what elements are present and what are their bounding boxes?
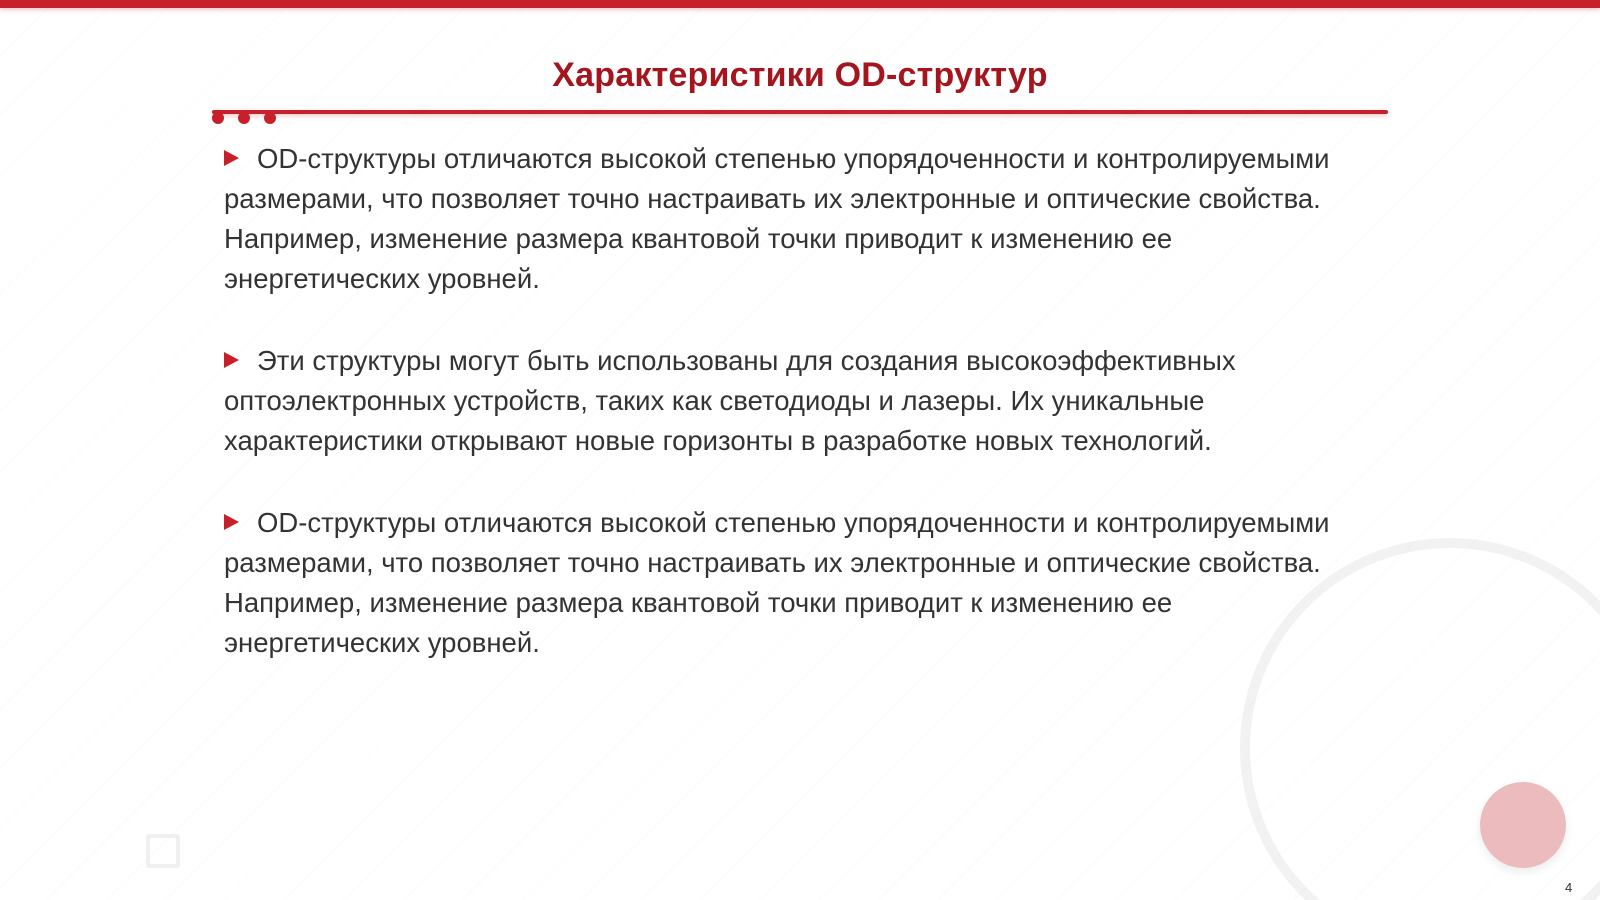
bullet-list <box>224 139 1374 705</box>
bullet-item <box>224 139 1374 299</box>
slide-title: Характеристики OD-структур <box>552 56 1048 94</box>
title-underline <box>212 110 1388 114</box>
bullet-text: Эти структуры могут быть использованы для создания высокоэффективных оптоэлектронных устройств, таких как светодиоды и лазеры. Их уникальные характеристики открывают новые горизонты в разработке новых технологий. <box>224 345 1236 456</box>
decor-dot <box>212 112 224 124</box>
top-accent-bar <box>0 0 1600 8</box>
bullet-item <box>224 503 1374 663</box>
page-number: 4 <box>1565 880 1573 895</box>
triangle-right-icon <box>224 150 239 166</box>
bullet-item <box>224 341 1374 461</box>
decor-pink-circle <box>1480 782 1566 868</box>
bullet-text: OD-структуры отличаются высокой степенью упорядоченности и контролируемыми размерами, что позволяет точно настраивать их электронные и оптические свойства. Например, изменение размера квантовой точки приводит к изменению ее энергетических уровней. <box>224 143 1330 294</box>
triangle-right-icon <box>224 514 239 530</box>
triangle-right-icon <box>224 352 239 368</box>
decor-dot <box>238 112 250 124</box>
decor-dot <box>264 112 276 124</box>
decor-square <box>146 834 180 868</box>
bullet-text: OD-структуры отличаются высокой степенью упорядоченности и контролируемыми размерами, что позволяет точно настраивать их электронные и оптические свойства. Например, изменение размера квантовой точки приводит к изменению ее энергетических уровней. <box>224 507 1330 658</box>
